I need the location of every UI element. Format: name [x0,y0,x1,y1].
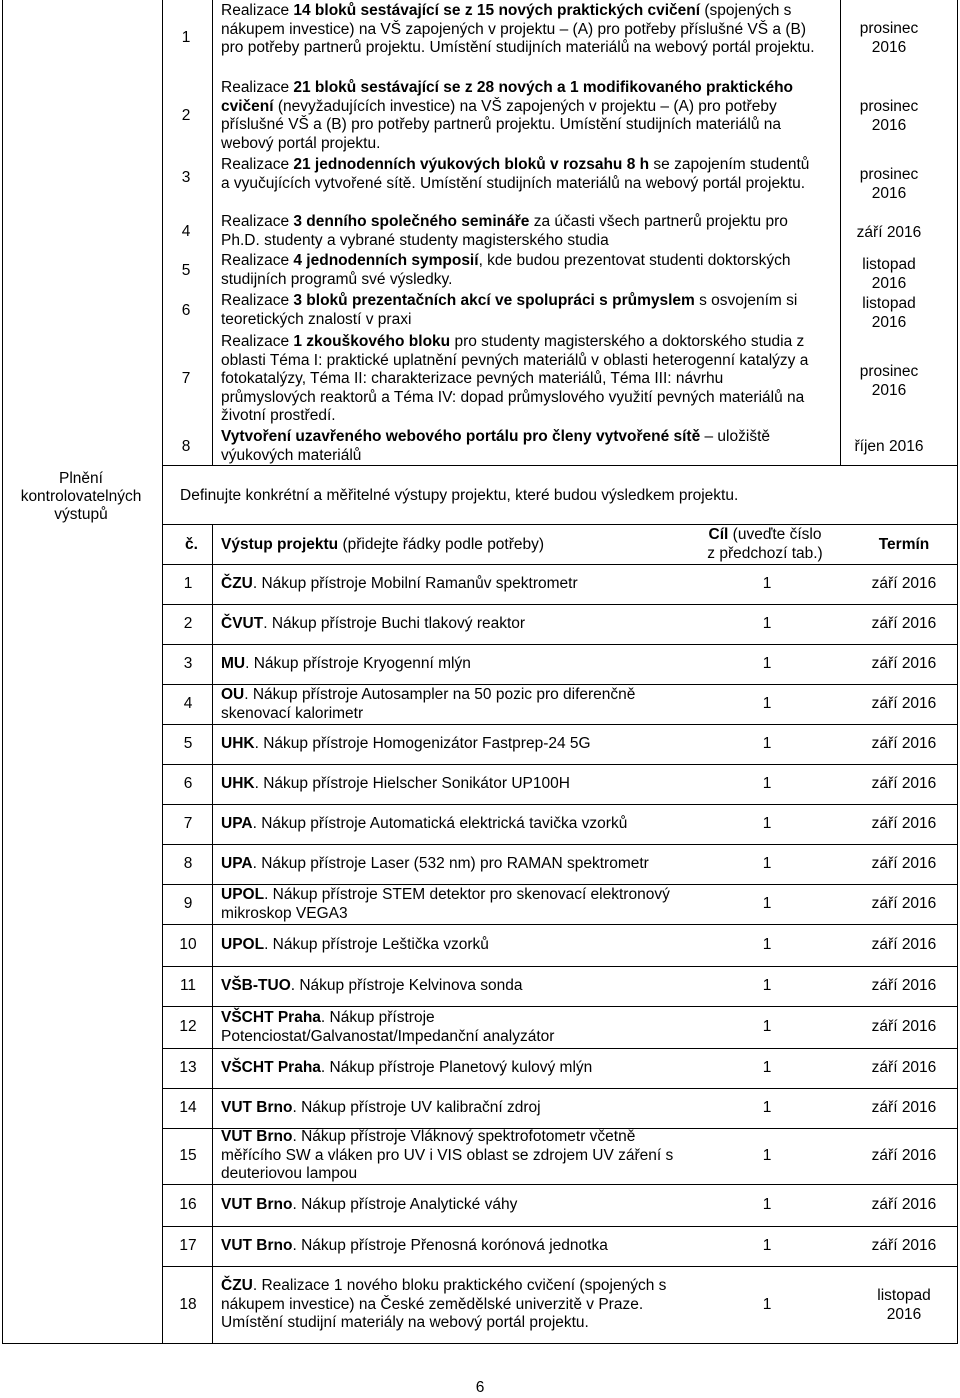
goal-row-description: Realizace 21 jednodenních výukových bloků v rozsahu 8 h se zapojením studentů a vyučujících vytvořené sítě. Umístění studijních materiálů na webový portál projektu. [221,156,810,192]
output-row-term: září 2016 [871,575,937,592]
goal-row-description: Realizace 1 zkouškového bloku pro studenty magisterského a doktorského studia z oblasti Téma I: praktické uplatnění pevných materiálů v oblasti heterogenní katalýzy a fotokatalýzy, Téma II: charakterizace pevných materiálů, Téma III: návrhu průmyslových reaktorů a Téma IV: dopad průmyslového využití pevných materiálů na životní prostředí. [221,333,809,424]
output-row-description: OU. Nákup přístroje Autosampler na 50 pozic pro diferenčně skenovací kalorimetr [221,686,636,722]
output-row-goal: 1 [762,655,772,672]
goal-row-description: Realizace 14 bloků sestávající se z 15 nových praktických cvičení (spojených s nákupem investice) na VŠ zapojených v projektu – (A) pro potřeby příslušné VŠ a (B) pro potřeby partnerů projektu. Umístění studijních materiálů na webový portál projektu. [221,2,815,56]
output-row-description: UPOL. Nákup přístroje STEM detektor pro skenovací elektronový mikroskop VEGA3 [221,886,670,922]
output-row-term: září 2016 [871,977,937,994]
output-row-term: září 2016 [871,1147,937,1164]
output-row-divider [163,1266,957,1267]
output-row-description: VUT Brno. Nákup přístroje Vláknový spektrofotometr včetně měřícího SW a vláken pro UV i VIS oblast se zdrojem UV záření s deuteriovou lampou [221,1128,674,1182]
output-row-number: 2 [183,615,193,632]
output-row-description: ČVUT. Nákup přístroje Buchi tlakový reaktor [221,615,526,632]
output-row-number: 8 [183,855,193,872]
goal-row-date: prosinec 2016 [859,20,919,56]
output-row-number: 18 [179,1296,197,1313]
output-row-term: září 2016 [871,936,937,953]
goal-row-description: Realizace 3 bloků prezentačních akcí ve spolupráci s průmyslem s osvojením si teoretických znalostí v praxi [221,292,798,328]
output-row-divider [163,564,957,565]
output-row-divider [163,924,957,925]
output-row-goal: 1 [762,1018,772,1035]
output-row-divider [163,604,957,605]
goal-row-date: říjen 2016 [854,438,924,455]
output-row-term: září 2016 [871,1018,937,1035]
output-row-goal: 1 [762,815,772,832]
output-row-term: září 2016 [871,815,937,832]
output-row-description: UHK. Nákup přístroje Homogenizátor Fastprep-24 5G [221,735,591,752]
output-row-term: září 2016 [871,615,937,632]
output-row-goal: 1 [762,895,772,912]
output-row-description: MU. Nákup přístroje Kryogenní mlýn [221,655,471,672]
frame-left [2,0,3,1343]
goal-row-number: 3 [181,169,191,186]
output-row-description: VUT Brno. Nákup přístroje Přenosná korónová jednotka [221,1237,608,1254]
goal-row-date: prosinec 2016 [859,363,919,399]
header-output: Výstup projektu (přidejte řádky podle potřeby) [221,536,545,553]
output-row-description: VŠCHT Praha. Nákup přístroje Planetový kulový mlýn [221,1059,593,1076]
output-row-number: 17 [179,1237,197,1254]
output-row-term: září 2016 [871,855,937,872]
output-row-number: 3 [183,655,193,672]
goal-row-number: 8 [181,438,191,455]
goal-row-number: 7 [181,370,191,387]
output-row-number: 14 [179,1099,197,1116]
output-row-goal: 1 [762,855,772,872]
output-row-divider [163,1226,957,1227]
goal-row-description: Realizace 4 jednodenních symposií, kde budou prezentovat studenti doktorských studijních programů své výsledky. [221,252,791,288]
goal-row-number: 6 [181,302,191,319]
output-row-goal: 1 [762,1059,772,1076]
output-row-number: 13 [179,1059,197,1076]
output-row-goal: 1 [762,1237,772,1254]
output-row-term: září 2016 [871,695,937,712]
output-row-description: VUT Brno. Nákup přístroje Analytické váhy [221,1196,518,1213]
output-row-term: listopad 2016 [877,1287,931,1323]
output-row-goal: 1 [762,936,772,953]
page-number: 6 [475,1379,485,1396]
output-row-goal: 1 [762,1196,772,1213]
output-row-goal: 1 [762,977,772,994]
output-row-goal: 1 [762,1147,772,1164]
output-row-divider [163,524,957,525]
output-row-term: září 2016 [871,1059,937,1076]
output-row-divider [163,1048,957,1049]
goal-row-date: listopad 2016 [862,256,916,292]
output-row-divider [163,644,957,645]
output-row-number: 10 [179,936,197,953]
output-row-number: 1 [183,575,193,592]
output-row-description: UPA. Nákup přístroje Laser (532 nm) pro RAMAN spektrometr [221,855,649,872]
output-row-goal: 1 [762,575,772,592]
output-row-description: VUT Brno. Nákup přístroje UV kalibrační zdroj [221,1099,541,1116]
output-row-number: 16 [179,1196,197,1213]
output-row-description: UPOL. Nákup přístroje Leštička vzorků [221,936,489,953]
output-row-term: září 2016 [871,775,937,792]
output-row-term: září 2016 [871,1099,937,1116]
output-row-term: září 2016 [871,895,937,912]
goal-row-date: prosinec 2016 [859,98,919,134]
output-row-goal: 1 [762,615,772,632]
goal-row-date: listopad 2016 [862,295,916,331]
output-row-term: září 2016 [871,735,937,752]
output-row-divider [163,884,957,885]
output-row-number: 5 [183,735,193,752]
header-term: Termín [878,536,930,553]
output-row-divider [163,966,957,967]
output-row-term: září 2016 [871,655,937,672]
goal-row-date: prosinec 2016 [859,166,919,202]
output-row-number: 7 [183,815,193,832]
output-row-description: ČZU. Realizace 1 nového bloku praktického cvičení (spojených s nákupem investice) na České zemědělské univerzitě v Praze. Umístění studijní materiály na webový portál projektu. [221,1277,667,1331]
output-row-term: září 2016 [871,1196,937,1213]
goal-row-number: 2 [181,107,191,124]
output-row-divider [163,1006,957,1007]
define-outputs-text: Definujte konkrétní a měřitelné výstupy projektu, které budou výsledkem projektu. [180,487,739,504]
header-goal: Cíl (uveďte číslo z předchozí tab.) [707,526,823,562]
output-row-number: 9 [183,895,193,912]
goal-row-description: Realizace 3 denního společného semináře za účasti všech partnerů projektu pro Ph.D. studenty a vybrané studenty magisterského studia [221,213,788,249]
goal-row-description: Vytvoření uzavřeného webového portálu pro členy vytvořené sítě – uložiště výukových materiálů [221,428,770,464]
output-row-divider [163,684,957,685]
output-row-divider [163,764,957,765]
output-row-description: UPA. Nákup přístroje Automatická elektrická tavička vzorků [221,815,628,832]
output-row-number: 11 [179,977,197,994]
output-row-term: září 2016 [871,1237,937,1254]
output-row-description: UHK. Nákup přístroje Hielscher Sonikátor UP100H [221,775,570,792]
output-row-divider [163,804,957,805]
output-row-goal: 1 [762,1296,772,1313]
frame-bottom [2,1343,958,1344]
output-row-description: VŠCHT Praha. Nákup přístroje Potenciostat/Galvanostat/Impedanční analyzátor [221,1009,555,1045]
output-row-number: 4 [183,695,193,712]
output-row-goal: 1 [762,1099,772,1116]
output-row-description: VŠB-TUO. Nákup přístroje Kelvinova sonda [221,977,523,994]
side-label: Plnění kontrolovatelných výstupů [20,470,142,523]
output-row-divider [163,724,957,725]
goal-row-number: 5 [181,262,191,279]
goal-row-date: září 2016 [856,224,922,241]
output-row-number: 12 [179,1018,197,1035]
output-row-number: 15 [179,1147,197,1164]
header-number: č. [185,536,198,553]
output-row-divider [163,844,957,845]
output-row-goal: 1 [762,735,772,752]
output-row-goal: 1 [762,775,772,792]
output-row-divider [163,1088,957,1089]
output-row-description: ČZU. Nákup přístroje Mobilní Ramanův spektrometr [221,575,578,592]
goal-row-number: 4 [181,223,191,240]
output-row-goal: 1 [762,695,772,712]
output-row-number: 6 [183,775,193,792]
label-column-divider [162,0,163,1343]
goal-row-description: Realizace 21 bloků sestávající se z 28 nových a 1 modifikovaného praktického cvičení (nevyžadujících investice) na VŠ zapojených v projektu – (A) pro potřeby příslušné VŠ a (B) pro potřeby partnerů projektu. Umístění studijních materiálů na webový portál projektu. [221,79,794,152]
goal-row-number: 1 [181,29,191,46]
output-row-divider [163,1184,957,1185]
